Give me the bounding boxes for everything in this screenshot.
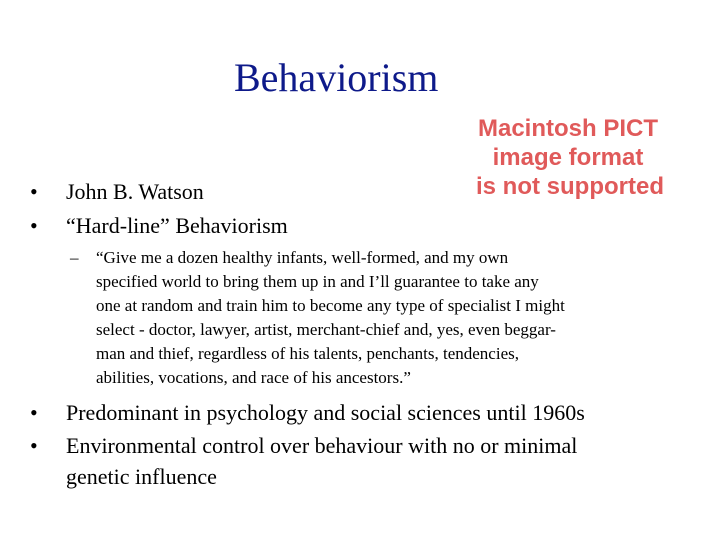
bullet-text-line-1: Environmental control over behaviour with no or minimal (66, 433, 578, 458)
placeholder-line-2: image format (492, 144, 644, 171)
bullet-text-line-2: genetic influence (66, 464, 217, 489)
bullet-icon: • (30, 213, 38, 238)
quote-line: specified world to bring them up in and I’ll guarantee to take any (96, 272, 539, 291)
bullet-text: “Hard-line” Behaviorism (66, 213, 288, 238)
slide-title: Behaviorism (234, 55, 439, 100)
bullet-icon: • (30, 433, 38, 458)
bullet-text: Predominant in psychology and social sciences until 1960s (66, 400, 585, 425)
unsupported-image-placeholder (476, 108, 664, 210)
placeholder-line-3: is not supported (476, 173, 664, 200)
placeholder-line-1: Macintosh PICT (477, 115, 658, 142)
bullet-icon: • (30, 179, 38, 204)
quote-line: man and thief, regardless of his talents, penchants, tendencies, (96, 344, 519, 363)
bullet-icon: • (30, 400, 38, 425)
quote-line: “Give me a dozen healthy infants, well-formed, and my own (96, 248, 509, 267)
quote-line: select - doctor, lawyer, artist, merchant-chief and, yes, even beggar- (96, 320, 556, 339)
quote-line: one at random and train him to become any type of specialist I might (96, 296, 565, 315)
dash-icon: – (70, 248, 79, 267)
quote-line: abilities, vocations, and race of his ancestors.” (96, 368, 411, 387)
bullet-text: John B. Watson (66, 179, 204, 204)
